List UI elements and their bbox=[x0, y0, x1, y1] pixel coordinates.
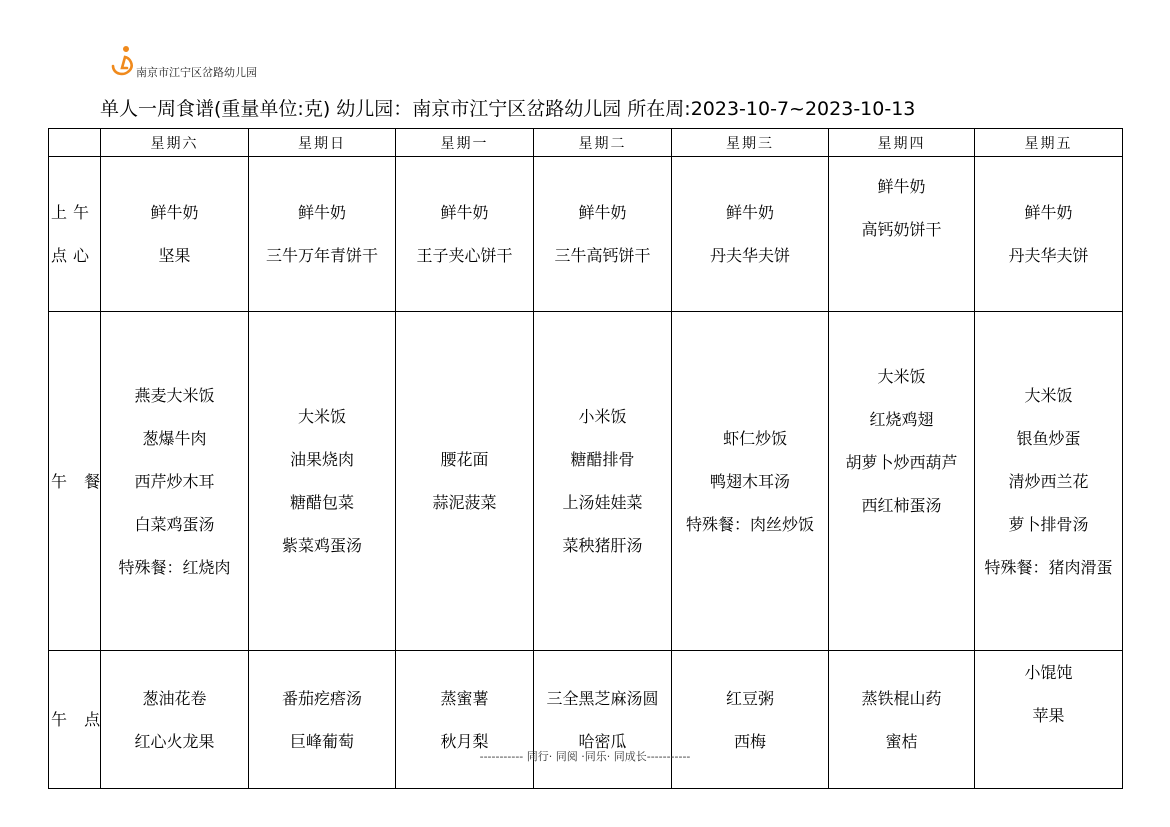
menu-cell: 小米饭 糖醋排骨 上汤娃娃菜 菜秧猪肝汤 bbox=[534, 312, 672, 651]
menu-cell: 蒸铁棍山药 蜜桔 bbox=[829, 651, 975, 789]
row-label-morning-snack: 上午 点心 bbox=[49, 157, 101, 312]
row-label-afternoon-snack: 午 点 bbox=[49, 651, 101, 789]
day-header: 星期五 bbox=[975, 129, 1123, 157]
menu-cell: 鲜牛奶 坚果 bbox=[101, 157, 249, 312]
menu-cell: 红豆粥 西梅 bbox=[672, 651, 829, 789]
day-header: 星期四 bbox=[829, 129, 975, 157]
menu-cell: 鲜牛奶 三牛万年青饼干 bbox=[249, 157, 396, 312]
row-label-lunch: 午 餐 bbox=[49, 312, 101, 651]
menu-cell: 鲜牛奶 高钙奶饼干 bbox=[829, 157, 975, 312]
morning-snack-row bbox=[49, 157, 1123, 312]
menu-cell: 小馄饨 苹果 bbox=[975, 651, 1123, 789]
logo-text: 南京市江宁区岔路幼儿园 bbox=[136, 66, 257, 79]
menu-cell: 鲜牛奶 丹夫华夫饼 bbox=[672, 157, 829, 312]
day-header: 星期三 bbox=[672, 129, 829, 157]
day-header: 星期六 bbox=[101, 129, 249, 157]
menu-cell: 三全黑芝麻汤圆 哈密瓜 bbox=[534, 651, 672, 789]
menu-cell: 虾仁炒饭 鸭翅木耳汤 特殊餐：肉丝炒饭 bbox=[672, 312, 829, 651]
page-title: 单人一周食谱(重量单位:克) 幼儿园：南京市江宁区岔路幼儿园 所在周:2023-10-7~2023-10-13 bbox=[100, 98, 916, 120]
menu-cell: 番茄疙瘩汤 巨峰葡萄 bbox=[249, 651, 396, 789]
header-corner bbox=[49, 129, 101, 157]
footer-motto: ----------- 同行· 同阅 ·同乐· 同成长----------- bbox=[479, 750, 691, 763]
logo-icon bbox=[110, 44, 136, 78]
header-row bbox=[49, 129, 1123, 157]
school-logo bbox=[110, 44, 310, 80]
afternoon-snack-row bbox=[49, 651, 1123, 789]
menu-cell: 腰花面 蒜泥菠菜 bbox=[396, 312, 534, 651]
day-header: 星期二 bbox=[534, 129, 672, 157]
menu-cell: 燕麦大米饭 葱爆牛肉 西芹炒木耳 白菜鸡蛋汤 特殊餐：红烧肉 bbox=[101, 312, 249, 651]
weekly-menu-table bbox=[48, 128, 1123, 789]
day-header: 星期日 bbox=[249, 129, 396, 157]
menu-cell: 葱油花卷 红心火龙果 bbox=[101, 651, 249, 789]
menu-cell: 鲜牛奶 王子夹心饼干 bbox=[396, 157, 534, 312]
menu-cell: 大米饭 红烧鸡翅 胡萝卜炒西葫芦 西红柿蛋汤 bbox=[829, 312, 975, 651]
day-header: 星期一 bbox=[396, 129, 534, 157]
lunch-row bbox=[49, 312, 1123, 651]
menu-cell: 蒸蜜薯 秋月梨 bbox=[396, 651, 534, 789]
menu-cell: 大米饭 油果烧肉 糖醋包菜 紫菜鸡蛋汤 bbox=[249, 312, 396, 651]
menu-cell: 鲜牛奶 丹夫华夫饼 bbox=[975, 157, 1123, 312]
menu-cell: 鲜牛奶 三牛高钙饼干 bbox=[534, 157, 672, 312]
menu-cell: 大米饭 银鱼炒蛋 清炒西兰花 萝卜排骨汤 特殊餐：猪肉滑蛋 bbox=[975, 312, 1123, 651]
